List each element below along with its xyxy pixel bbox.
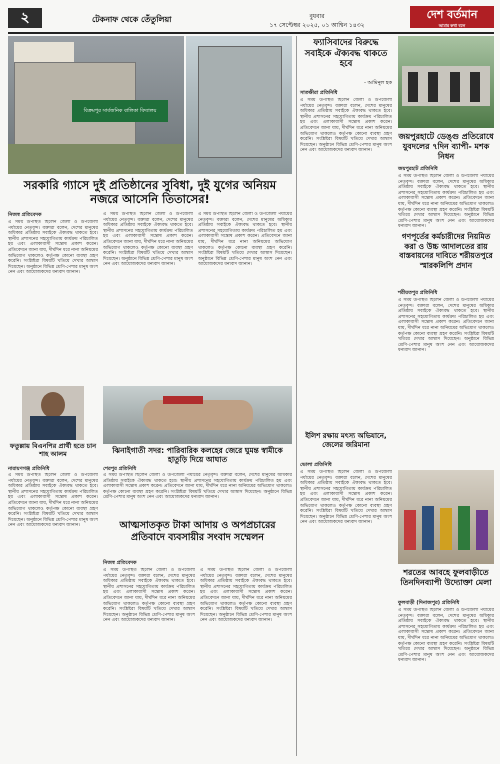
- jaipurhat-photo: [398, 36, 494, 128]
- jaipurhat-body: এ সময় উপস্থিত ছিলেন জেলা ও উপজেলা পর্যায়ের নেতৃবৃন্দ। বক্তারা বলেন, দেশের মানুষের অধিকার প্রতিষ্ঠায় সবাইকে ঐক্যবদ্ধ থাকতে হবে। স্থানীয় প্রশাসনের সহযোগিতায় কার্যক্রম পরিচালিত হয় এবং এলাকাবাসী সন্তোষ প্রকাশ করেন। প্রতিবেদনে জানা যায়, দীর্ঘদিন ধরে নানা অনিয়মের অভিযোগ থাকলেও কর্তৃপক্ষ কোনো ব্যবস্থা গ্রহণ করেনি। সংশ্লিষ্টরা বিষয়টি খতিয়ে দেখার আশ্বাস দিয়েছেন। অনুষ্ঠানে বিভিন্ন শ্রেণি-পেশার মানুষ অংশ নেন এবং আয়োজকদের ধন্যবাদ জানান।: [398, 174, 494, 228]
- extortion-headline: আত্মসাতকৃত টাকা আদায় ও অপপ্রচারের প্রতিবাদে ব্যবসায়ীর সংবাদ সম্মেলন: [119, 520, 276, 543]
- gas-body-col2: এ সময় উপস্থিত ছিলেন জেলা ও উপজেলা পর্যায়ের নেতৃবৃন্দ। বক্তারা বলেন, দেশের মানুষের অধিকার প্রতিষ্ঠায় সবাইকে ঐক্যবদ্ধ থাকতে হবে। স্থানীয় প্রশাসনের সহযোগিতায় কার্যক্রম পরিচালিত হয় এবং এলাকাবাসী সন্তোষ প্রকাশ করেন। প্রতিবেদনে জানা যায়, দীর্ঘদিন ধরে নানা অনিয়মের অভিযোগ থাকলেও কর্তৃপক্ষ কোনো ব্যবস্থা গ্রহণ করেনি। সংশ্লিষ্টরা বিষয়টি খতিয়ে দেখার আশ্বাস দিয়েছেন। অনুষ্ঠানে বিভিন্ন শ্রেণি-পেশার মানুষ অংশ নেন এবং আয়োজকদের ধন্যবাদ জানান।: [103, 212, 193, 268]
- fair-headline: শরতের আবহে ফুলবাড়ীতে তিনদিনব্যাপী উদ্যোক্তা মেলা: [400, 568, 492, 587]
- section-title: টেকনাফ থেকে তেঁতুলিয়া: [92, 15, 172, 24]
- fascism-author: - আমিনুল হক: [364, 80, 392, 86]
- extortion-body-col1: এ সময় উপস্থিত ছিলেন জেলা ও উপজেলা পর্যায়ের নেতৃবৃন্দ। বক্তারা বলেন, দেশের মানুষের অধিকার প্রতিষ্ঠায় সবাইকে ঐক্যবদ্ধ থাকতে হবে। স্থানীয় প্রশাসনের সহযোগিতায় কার্যক্রম পরিচালিত হয় এবং এলাকাবাসী সন্তোষ প্রকাশ করেন। প্রতিবেদনে জানা যায়, দীর্ঘদিন ধরে নানা অনিয়মের অভিযোগ থাকলেও কর্তৃপক্ষ কোনো ব্যবস্থা গ্রহণ করেনি। সংশ্লিষ্টরা বিষয়টি খতিয়ে দেখার আশ্বাস দিয়েছেন। অনুষ্ঠানে বিভিন্ন শ্রেণি-পেশার মানুষ অংশ নেন এবং আয়োজকদের ধন্যবাদ জানান।: [103, 568, 195, 624]
- gas-body-col1: এ সময় উপস্থিত ছিলেন জেলা ও উপজেলা পর্যায়ের নেতৃবৃন্দ। বক্তারা বলেন, দেশের মানুষের অধিকার প্রতিষ্ঠায় সবাইকে ঐক্যবদ্ধ থাকতে হবে। স্থানীয় প্রশাসনের সহযোগিতায় কার্যক্রম পরিচালিত হয় এবং এলাকাবাসী সন্তোষ প্রকাশ করেন। প্রতিবেদনে জানা যায়, দীর্ঘদিন ধরে নানা অনিয়মের অভিযোগ থাকলেও কর্তৃপক্ষ কোনো ব্যবস্থা গ্রহণ করেনি। সংশ্লিষ্টরা বিষয়টি খতিয়ে দেখার আশ্বাস দিয়েছেন। অনুষ্ঠানে বিভিন্ন শ্রেণি-পেশার মানুষ অংশ নেন এবং আয়োজকদের ধন্যবাদ জানান।: [8, 220, 98, 276]
- logo-tagline: আমার কথা বলে: [438, 23, 466, 28]
- candidate-portrait: [22, 386, 84, 440]
- ilish-headline: ইলিশ রক্ষায় মৎস্য অভিযানে, জেলের জরিমানা: [305, 432, 387, 449]
- date-line: [222, 12, 412, 30]
- ilish-body: এ সময় উপস্থিত ছিলেন জেলা ও উপজেলা পর্যায়ের নেতৃবৃন্দ। বক্তারা বলেন, দেশের মানুষের অধিকার প্রতিষ্ঠায় সবাইকে ঐক্যবদ্ধ থাকতে হবে। স্থানীয় প্রশাসনের সহযোগিতায় কার্যক্রম পরিচালিত হয় এবং এলাকাবাসী সন্তোষ প্রকাশ করেন। প্রতিবেদনে জানা যায়, দীর্ঘদিন ধরে নানা অনিয়মের অভিযোগ থাকলেও কর্তৃপক্ষ কোনো ব্যবস্থা গ্রহণ করেনি। সংশ্লিষ্টরা বিষয়টি খতিয়ে দেখার আশ্বাস দিয়েছেন। অনুষ্ঠানে বিভিন্ন শ্রেণি-পেশার মানুষ অংশ নেন এবং আয়োজকদের ধন্যবাদ জানান।: [300, 470, 392, 526]
- gas-body-col3: এ সময় উপস্থিত ছিলেন জেলা ও উপজেলা পর্যায়ের নেতৃবৃন্দ। বক্তারা বলেন, দেশের মানুষের অধিকার প্রতিষ্ঠায় সবাইকে ঐক্যবদ্ধ থাকতে হবে। স্থানীয় প্রশাসনের সহযোগিতায় কার্যক্রম পরিচালিত হয় এবং এলাকাবাসী সন্তোষ প্রকাশ করেন। প্রতিবেদনে জানা যায়, দীর্ঘদিন ধরে নানা অনিয়মের অভিযোগ থাকলেও কর্তৃপক্ষ কোনো ব্যবস্থা গ্রহণ করেনি। সংশ্লিষ্টরা বিষয়টি খতিয়ে দেখার আশ্বাস দিয়েছেন। অনুষ্ঠানে বিভিন্ন শ্রেণি-পেশার মানুষ অংশ নেন এবং আয়োজকদের ধন্যবাদ জানান।: [198, 212, 292, 268]
- green-signboard: বিক্রমপুর সার্বজনিক বালিকা বিদ্যালয়: [72, 100, 168, 122]
- gonopurto-body: এ সময় উপস্থিত ছিলেন জেলা ও উপজেলা পর্যায়ের নেতৃবৃন্দ। বক্তারা বলেন, দেশের মানুষের অধিকার প্রতিষ্ঠায় সবাইকে ঐক্যবদ্ধ থাকতে হবে। স্থানীয় প্রশাসনের সহযোগিতায় কার্যক্রম পরিচালিত হয় এবং এলাকাবাসী সন্তোষ প্রকাশ করেন। প্রতিবেদনে জানা যায়, দীর্ঘদিন ধরে নানা অনিয়মের অভিযোগ থাকলেও কর্তৃপক্ষ কোনো ব্যবস্থা গ্রহণ করেনি। সংশ্লিষ্টরা বিষয়টি খতিয়ে দেখার আশ্বাস দিয়েছেন। অনুষ্ঠানে বিভিন্ন শ্রেণি-পেশার মানুষ অংশ নেন এবং আয়োজকদের ধন্যবাদ জানান।: [398, 298, 494, 354]
- gonopurto-headline: গণপূর্তের কর্মচারীদের নিয়মিত করা ও উচ্চ আদালতের রায় বাস্তবায়নের দাবিতে শরীয়তপুরে স্মারকলিপি প্রদান: [399, 232, 493, 270]
- fair-photo: [398, 470, 494, 564]
- extortion-body-col2: এ সময় উপস্থিত ছিলেন জেলা ও উপজেলা পর্যায়ের নেতৃবৃন্দ। বক্তারা বলেন, দেশের মানুষের অধিকার প্রতিষ্ঠায় সবাইকে ঐক্যবদ্ধ থাকতে হবে। স্থানীয় প্রশাসনের সহযোগিতায় কার্যক্রম পরিচালিত হয় এবং এলাকাবাসী সন্তোষ প্রকাশ করেন। প্রতিবেদনে জানা যায়, দীর্ঘদিন ধরে নানা অনিয়মের অভিযোগ থাকলেও কর্তৃপক্ষ কোনো ব্যবস্থা গ্রহণ করেনি। সংশ্লিষ্টরা বিষয়টি খতিয়ে দেখার আশ্বাস দিয়েছেন। অনুষ্ঠানে বিভিন্ন শ্রেণি-পেশার মানুষ অংশ নেন এবং আয়োজকদের ধন্যবাদ জানান।: [200, 568, 292, 624]
- candidate-headline: ফতুল্লায় বিএনপির প্রার্থী হতে চান শাহ আলম: [9, 442, 97, 458]
- extortion-byline: নিজস্ব প্রতিবেদক: [103, 560, 137, 566]
- gas-article-photo: [8, 36, 184, 174]
- gas-headline: সরকারি গ্যাসে দুই প্রতিষ্ঠানের সুবিধা, দুই যুগের অনিয়ম নজরে আসেনি তিতাসের!: [23, 178, 277, 206]
- ilish-byline: ভোলা প্রতিনিধি: [300, 462, 332, 468]
- jaipurhat-headline: জয়পুরহাটে ডেঙ্গু প্রতিরোধে যুবদলের ৭দিন ব্যাপী- মশক নিধন: [398, 132, 494, 161]
- kushtia-byline: শেরপুর প্রতিনিধি: [103, 466, 137, 472]
- logo-text: দেশ বর্তমান: [426, 8, 478, 21]
- fascism-byline: সাতক্ষীরা প্রতিনিধি: [300, 90, 338, 96]
- fascism-headline: ফ্যাসিবাদের বিরুদ্ধে সবাইকে ঐক্যবদ্ধ থাকতে হবে: [304, 38, 388, 69]
- fair-byline: ফুলবাড়ী (দিনাজপুর) প্রতিনিধি: [398, 600, 460, 606]
- page-number: ২: [8, 8, 42, 28]
- jaipurhat-byline: জয়পুরহাট প্রতিনিধি: [398, 166, 438, 172]
- column-rule: [296, 36, 297, 756]
- gonopurto-byline: শরীয়তপুর প্রতিনিধি: [398, 290, 438, 296]
- masthead-logo: [410, 6, 494, 28]
- gas-article-photo-2: [186, 36, 292, 174]
- weekday: বুধবার: [309, 13, 325, 20]
- building-sign: [14, 42, 74, 62]
- gas-byline: নিজস্ব প্রতিবেদক: [8, 212, 42, 218]
- fair-body: এ সময় উপস্থিত ছিলেন জেলা ও উপজেলা পর্যায়ের নেতৃবৃন্দ। বক্তারা বলেন, দেশের মানুষের অধিকার প্রতিষ্ঠায় সবাইকে ঐক্যবদ্ধ থাকতে হবে। স্থানীয় প্রশাসনের সহযোগিতায় কার্যক্রম পরিচালিত হয় এবং এলাকাবাসী সন্তোষ প্রকাশ করেন। প্রতিবেদনে জানা যায়, দীর্ঘদিন ধরে নানা অনিয়মের অভিযোগ থাকলেও কর্তৃপক্ষ কোনো ব্যবস্থা গ্রহণ করেনি। সংশ্লিষ্টরা বিষয়টি খতিয়ে দেখার আশ্বাস দিয়েছেন। অনুষ্ঠানে বিভিন্ন শ্রেণি-পেশার মানুষ অংশ নেন এবং আয়োজকদের ধন্যবাদ জানান।: [398, 608, 494, 664]
- kushtia-body: এ সময় উপস্থিত ছিলেন জেলা ও উপজেলা পর্যায়ের নেতৃবৃন্দ। বক্তারা বলেন, দেশের মানুষের অধিকার প্রতিষ্ঠায় সবাইকে ঐক্যবদ্ধ থাকতে হবে। স্থানীয় প্রশাসনের সহযোগিতায় কার্যক্রম পরিচালিত হয় এবং এলাকাবাসী সন্তোষ প্রকাশ করেন। প্রতিবেদনে জানা যায়, দীর্ঘদিন ধরে নানা অনিয়মের অভিযোগ থাকলেও কর্তৃপক্ষ কোনো ব্যবস্থা গ্রহণ করেনি। সংশ্লিষ্টরা বিষয়টি খতিয়ে দেখার আশ্বাস দিয়েছেন। অনুষ্ঠানে বিভিন্ন শ্রেণি-পেশার মানুষ অংশ নেন এবং আয়োজকদের ধন্যবাদ জানান।: [103, 473, 292, 501]
- kushtia-headline: ঝিনাইগাতী সদর: পারিবারিক কলহের জেরে ঘুমন্ত স্বামীকে হাতুড়ি দিয়ে আঘাত: [112, 446, 283, 464]
- candidate-body: এ সময় উপস্থিত ছিলেন জেলা ও উপজেলা পর্যায়ের নেতৃবৃন্দ। বক্তারা বলেন, দেশের মানুষের অধিকার প্রতিষ্ঠায় সবাইকে ঐক্যবদ্ধ থাকতে হবে। স্থানীয় প্রশাসনের সহযোগিতায় কার্যক্রম পরিচালিত হয় এবং এলাকাবাসী সন্তোষ প্রকাশ করেন। প্রতিবেদনে জানা যায়, দীর্ঘদিন ধরে নানা অনিয়মের অভিযোগ থাকলেও কর্তৃপক্ষ কোনো ব্যবস্থা গ্রহণ করেনি। সংশ্লিষ্টরা বিষয়টি খতিয়ে দেখার আশ্বাস দিয়েছেন। অনুষ্ঠানে বিভিন্ন শ্রেণি-পেশার মানুষ অংশ নেন এবং আয়োজকদের ধন্যবাদ জানান।: [8, 473, 98, 529]
- full-date: ১৭ সেপ্টেম্বর ২০২৫, ০১ আশ্বিন ১৪৩২: [269, 22, 365, 29]
- injured-man-photo: [103, 386, 292, 444]
- fascism-body: এ সময় উপস্থিত ছিলেন জেলা ও উপজেলা পর্যায়ের নেতৃবৃন্দ। বক্তারা বলেন, দেশের মানুষের অধিকার প্রতিষ্ঠায় সবাইকে ঐক্যবদ্ধ থাকতে হবে। স্থানীয় প্রশাসনের সহযোগিতায় কার্যক্রম পরিচালিত হয় এবং এলাকাবাসী সন্তোষ প্রকাশ করেন। প্রতিবেদনে জানা যায়, দীর্ঘদিন ধরে নানা অনিয়মের অভিযোগ থাকলেও কর্তৃপক্ষ কোনো ব্যবস্থা গ্রহণ করেনি। সংশ্লিষ্টরা বিষয়টি খতিয়ে দেখার আশ্বাস দিয়েছেন। অনুষ্ঠানে বিভিন্ন শ্রেণি-পেশার মানুষ অংশ নেন এবং আয়োজকদের ধন্যবাদ জানান।: [300, 98, 392, 154]
- page-header: [8, 6, 494, 34]
- candidate-byline: নারায়ণগঞ্জ প্রতিনিধি: [8, 466, 50, 472]
